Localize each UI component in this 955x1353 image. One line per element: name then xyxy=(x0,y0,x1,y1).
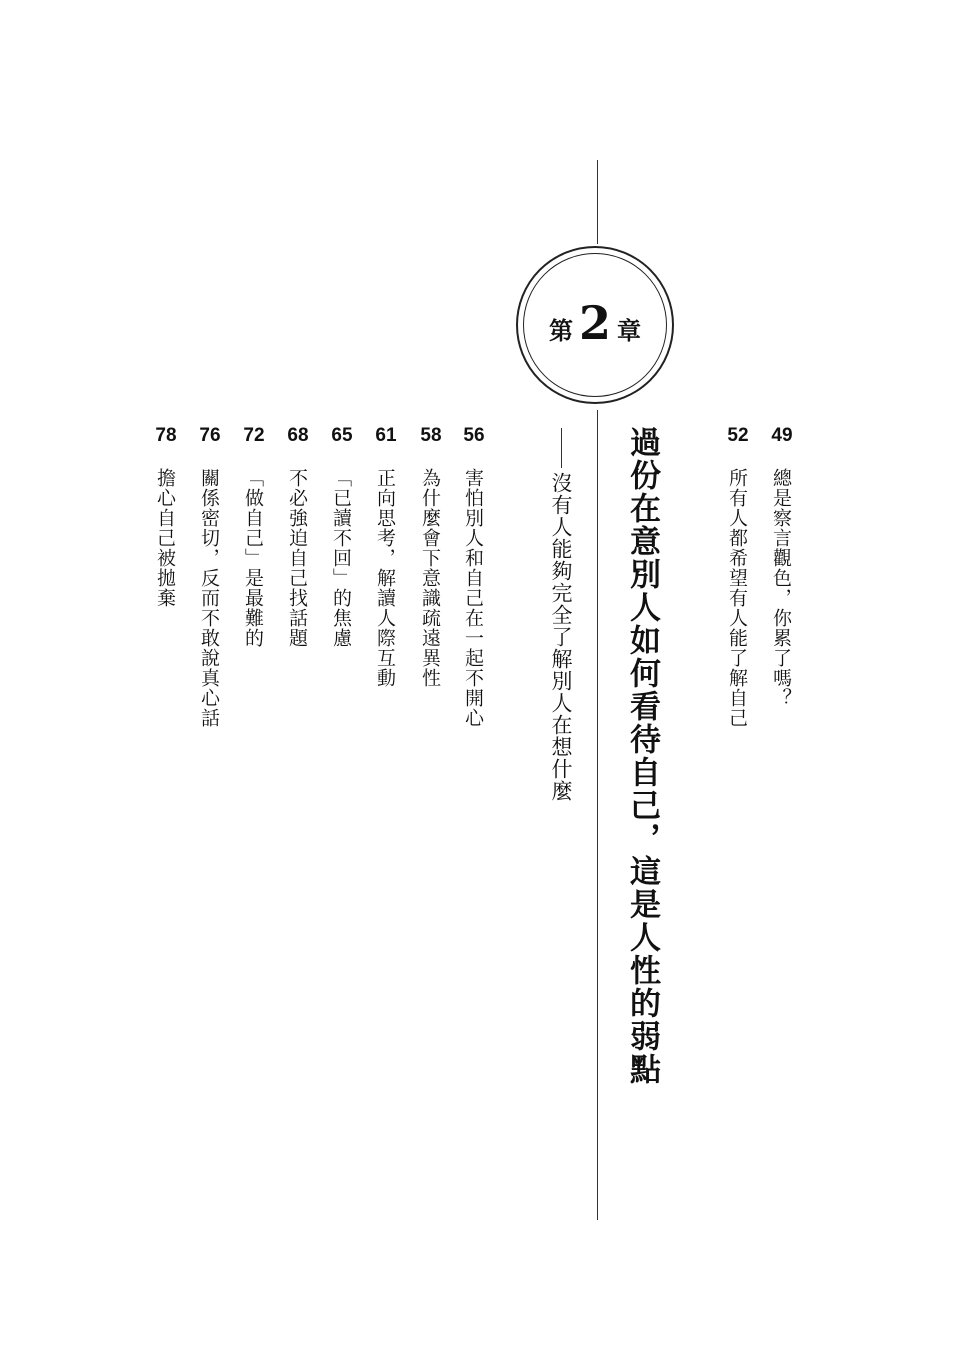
chapter-label xyxy=(518,296,672,350)
toc-page-number: 58 xyxy=(420,425,442,446)
toc-entry[interactable]: 關係密切，反而不敢說真心話 xyxy=(198,468,220,728)
toc-page-number: 61 xyxy=(375,425,397,446)
toc-entry[interactable]: 為什麼會下意識疏遠異性 xyxy=(419,468,441,688)
chapter-title: 過份在意別人如何看待自己，這是人性的弱點 xyxy=(624,426,660,1086)
toc-entry[interactable]: 「已讀不回」的焦慮 xyxy=(330,468,352,648)
toc-page-number: 68 xyxy=(287,425,309,446)
toc-page-number: 52 xyxy=(727,425,749,446)
toc-entry[interactable]: 所有人都希望有人能了解自己 xyxy=(726,468,748,728)
chapter-suffix: 章 xyxy=(617,317,641,345)
subtitle-dash xyxy=(561,428,562,468)
toc-page-number: 56 xyxy=(463,425,485,446)
toc-page-number: 78 xyxy=(155,425,177,446)
vertical-rule-bottom xyxy=(597,410,598,1220)
toc-page-number: 65 xyxy=(331,425,353,446)
toc-entry[interactable]: 「做自己」是最難的 xyxy=(242,468,264,648)
toc-entry[interactable]: 總是察言觀色，你累了嗎？ xyxy=(770,468,792,708)
chapter-subtitle: 沒有人能夠完全了解別人在想什麼 xyxy=(549,472,573,802)
chapter-prefix: 第 xyxy=(548,317,573,345)
toc-entry[interactable]: 正向思考，解讀人際互動 xyxy=(374,468,396,688)
toc-page-number: 76 xyxy=(199,425,221,446)
chapter-number: 2 xyxy=(578,296,611,350)
chapter-badge xyxy=(516,246,674,404)
toc-entry[interactable]: 不必強迫自己找話題 xyxy=(286,468,308,648)
toc-entry[interactable]: 擔心自己被拋棄 xyxy=(154,468,176,608)
toc-page-number: 49 xyxy=(771,425,793,446)
toc-page-number: 72 xyxy=(243,425,265,446)
toc-entry[interactable]: 害怕別人和自己在一起不開心 xyxy=(462,468,484,728)
vertical-rule-top xyxy=(597,160,598,244)
